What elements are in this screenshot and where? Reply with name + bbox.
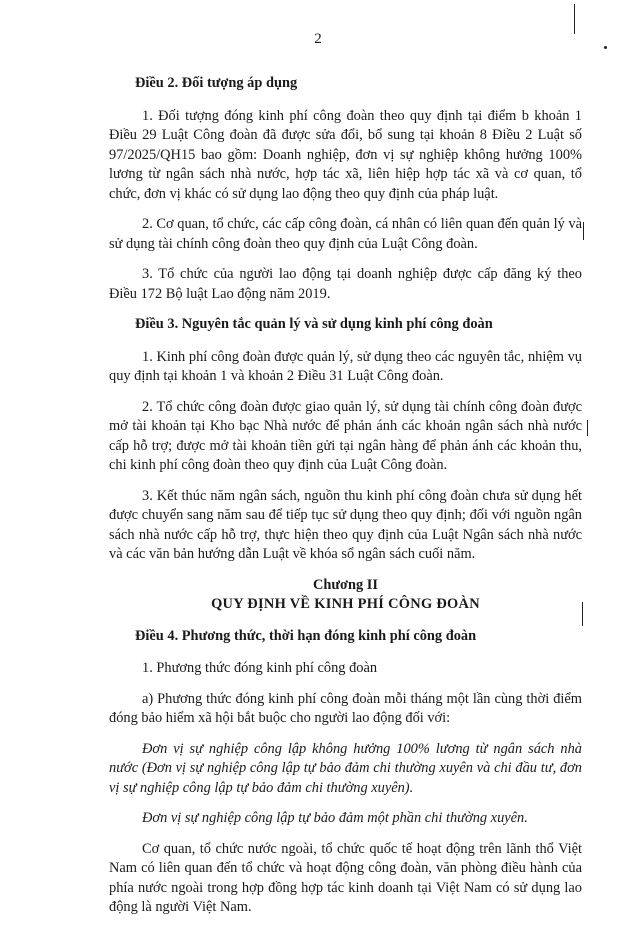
document-body [109,74,582,929]
chapter-label: Chương II [313,576,378,593]
paragraph: 1. Đối tượng đóng kinh phí công đoàn theo quy định tại điểm b khoản 1 Điều 29 Luật Công đoàn đã được sửa đổi, bổ sung tại khoản 8 Điều 2 Luật số 97/2025/QH15 bao gồm: Doanh nghiệp, đơn vị sự nghiệp không hưởng 100% lương từ ngân sách nhà nước, hợp tác xã, liên hiệp hợp tác xã và cơ quan, tổ chức, đơn vị khác có sử dụng lao động theo quy định của pháp luật. [109,107,582,202]
paragraph: 1. Phương thức đóng kinh phí công đoàn [142,660,378,676]
paragraph-italic: Đơn vị sự nghiệp công lập không hưởng 100% lương từ ngân sách nhà nước (Đơn vị sự nghiệp công lập tự bảo đảm chi thường xuyên và chi đầu tư, đơn vị sự nghiệp công lập tự bảo đảm chi thường xuyên). [109,740,582,796]
paragraph: Cơ quan, tổ chức nước ngoài, tổ chức quốc tế hoạt động trên lãnh thổ Việt Nam có liên quan đến tổ chức và hoạt động công đoàn, văn phòng điều hành của phía nước ngoài trong hợp đồng hợp tác kinh doanh tại Việt Nam có sử dụng lao động là người Việt Nam. [109,840,582,915]
article-3-heading: Điều 3. Nguyên tắc quản lý và sử dụng kinh phí công đoàn [135,316,493,332]
chapter-title: QUY ĐỊNH VỀ KINH PHÍ CÔNG ĐOÀN [211,596,480,612]
scan-mark [574,4,575,34]
paragraph: 1. Kinh phí công đoàn được quản lý, sử dụng theo các nguyên tắc, nhiệm vụ quy định tại khoản 1 và khoản 2 Điều 31 Luật Công đoàn. [109,348,582,384]
scan-mark [583,222,584,240]
paragraph: a) Phương thức đóng kinh phí công đoàn mỗi tháng một lần cùng thời điểm đóng bảo hiểm xã hội bắt buộc cho người lao động đối với: [109,690,582,726]
paragraph: 2. Cơ quan, tổ chức, các cấp công đoàn, cá nhân có liên quan đến quản lý và sử dụng tài chính công đoàn theo quy định của Luật Công đoàn. [109,216,582,252]
page-number: 2 [314,31,322,47]
article-4-heading: Điều 4. Phương thức, thời hạn đóng kinh phí công đoàn [135,627,477,644]
scan-mark [604,46,607,49]
scan-mark [582,602,583,626]
scan-mark [587,420,588,436]
paragraph: 3. Tổ chức của người lao động tại doanh nghiệp được cấp đăng ký theo Điều 172 Bộ luật Lao động năm 2019. [109,266,582,302]
paragraph: 3. Kết thúc năm ngân sách, nguồn thu kinh phí công đoàn chưa sử dụng hết được chuyển sang năm sau để tiếp tục sử dụng theo quy định; đối với nguồn ngân sách nhà nước cấp hỗ trợ, thực hiện theo quy định của Luật Ngân sách nhà nước và các văn bản hướng dẫn Luật về khóa sổ ngân sách cuối năm. [109,487,582,562]
paragraph-italic: Đơn vị sự nghiệp công lập tự bảo đảm một phần chi thường xuyên. [142,810,528,826]
article-2-heading: Điều 2. Đối tượng áp dụng [135,75,298,91]
paragraph: 2. Tổ chức công đoàn được giao quản lý, sử dụng tài chính công đoàn được mở tài khoản tại Kho bạc Nhà nước để phản ánh các khoản ngân sách nhà nước cấp hỗ trợ; được mở tài khoản tiền gửi tại ngân hàng để phản ánh các khoản thu, chi kinh phí công đoàn theo quy định của Luật Công đoàn. [109,398,582,473]
